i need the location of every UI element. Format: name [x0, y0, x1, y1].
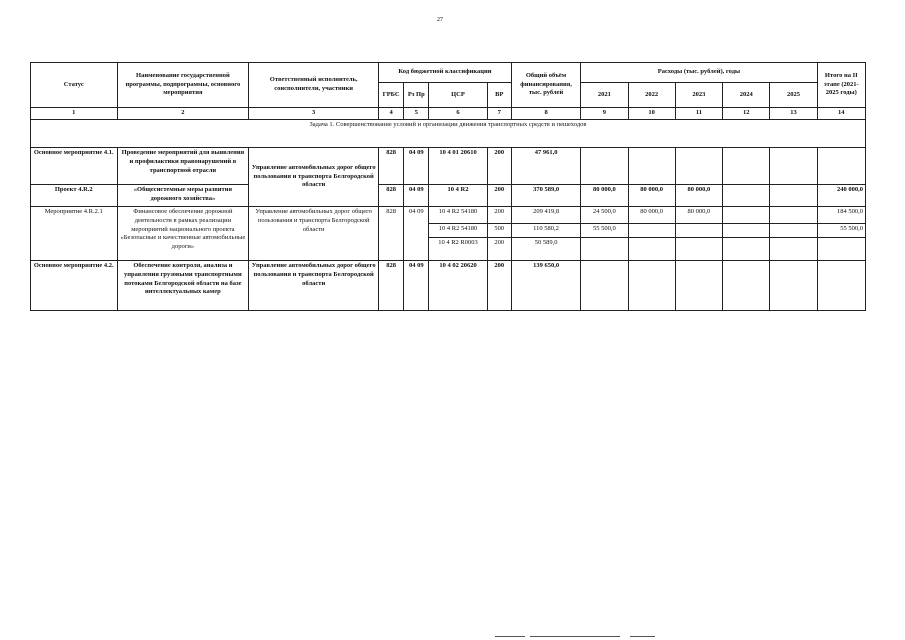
- row-vr: 200: [487, 207, 511, 224]
- row-csr: 10 4 R2 R0003: [429, 238, 487, 261]
- row-vr: 200: [487, 148, 511, 185]
- col-stage-total-header: Итого на II этапе (2021-2025 годы): [817, 63, 865, 108]
- row-name: «Общесистемные меры развития дорожного хозяйства»: [117, 185, 249, 207]
- row-rzpr: 04 09: [404, 207, 429, 261]
- row-year-2024: [723, 224, 770, 238]
- row-year-2022: [628, 224, 675, 238]
- page-number: 27: [437, 17, 443, 23]
- column-number: 11: [675, 108, 722, 120]
- row-csr: 10 4 02 20620: [429, 261, 487, 311]
- financing-table: [30, 62, 866, 311]
- row-year-2023: [675, 224, 722, 238]
- col-expenses-header: Расходы (тыс. рублей), годы: [581, 63, 817, 83]
- row-year-2021: [581, 238, 628, 261]
- column-numbers-row: [31, 108, 866, 120]
- column-number: 7: [487, 108, 511, 120]
- row-vr: 200: [487, 185, 511, 207]
- row-year-2023: [675, 261, 722, 311]
- row-year-2025: [770, 238, 817, 261]
- row-rzpr: 04 09: [404, 148, 429, 185]
- row-total: 110 580,2: [511, 224, 580, 238]
- row-rzpr: 04 09: [404, 185, 429, 207]
- table-row: [31, 185, 866, 207]
- row-responsible: Управление автомобильных дорог общего пользования и транспорта Белгородской области: [249, 207, 379, 261]
- row-status: Мероприятие 4.R.2.1: [31, 207, 118, 261]
- col-year-header: 2024: [723, 83, 770, 108]
- row-vr: 500: [487, 224, 511, 238]
- row-year-2024: [723, 238, 770, 261]
- column-number: 12: [723, 108, 770, 120]
- row-year-2023: [675, 238, 722, 261]
- scan-line: [530, 636, 620, 637]
- table-row: [31, 148, 866, 185]
- row-total: 47 961,0: [511, 148, 580, 185]
- row-responsible: Управление автомобильных дорог общего пользования и транспорта Белгородской области: [249, 148, 379, 207]
- row-year-2024: [723, 148, 770, 185]
- row-year-2024: [723, 207, 770, 224]
- col-rzpr-header: Рз Пр: [404, 83, 429, 108]
- row-year-2025: [770, 224, 817, 238]
- row-vr: 200: [487, 261, 511, 311]
- row-year-2021: 80 000,0: [581, 185, 628, 207]
- column-number: 6: [429, 108, 487, 120]
- row-name: Обеспечение контроля, анализа и управления грузовыми транспортными потоками Белгородской области на базе интеллектуальных камер: [117, 261, 249, 311]
- column-number: 4: [379, 108, 404, 120]
- row-year-2021: [581, 261, 628, 311]
- row-vr: 200: [487, 238, 511, 261]
- column-number: 9: [581, 108, 628, 120]
- column-number: 10: [628, 108, 675, 120]
- column-number: 8: [511, 108, 580, 120]
- col-year-header: 2023: [675, 83, 722, 108]
- col-vr-header: ВР: [487, 83, 511, 108]
- table-row: [31, 261, 866, 311]
- row-csr: 10 4 01 20610: [429, 148, 487, 185]
- row-csr: 10 4 R2: [429, 185, 487, 207]
- table-row: [31, 207, 866, 224]
- scan-line: [495, 636, 525, 637]
- scan-line: [630, 636, 655, 637]
- row-grbs: 828: [379, 148, 404, 185]
- column-number: 5: [404, 108, 429, 120]
- col-year-header: 2025: [770, 83, 817, 108]
- row-year-2023: 80 000,0: [675, 207, 722, 224]
- row-responsible: Управление автомобильных дорог общего пользования и транспорта Белгородской области: [249, 261, 379, 311]
- column-number: 3: [249, 108, 379, 120]
- col-year-header: 2022: [628, 83, 675, 108]
- row-status: Проект 4.R.2: [31, 185, 118, 207]
- row-rzpr: 04 09: [404, 261, 429, 311]
- row-year-2023: 80 000,0: [675, 185, 722, 207]
- row-year-2021: 24 500,0: [581, 207, 628, 224]
- row-year-2024: [723, 261, 770, 311]
- column-number: 1: [31, 108, 118, 120]
- row-year-2022: [628, 148, 675, 185]
- row-year-2025: [770, 148, 817, 185]
- column-number: 2: [117, 108, 249, 120]
- col-budget-code-header: Код бюджетной классификации: [379, 63, 512, 83]
- row-stage-total: 184 500,0: [817, 207, 865, 224]
- row-year-2024: [723, 185, 770, 207]
- row-total: 209 419,8: [511, 207, 580, 224]
- row-status: Основное мероприятие 4.2.: [31, 261, 118, 311]
- row-total: 50 589,0: [511, 238, 580, 261]
- task-title: Задача 1. Совершенствование условий и организации движения транспортных средств и пешеходов: [31, 120, 866, 148]
- row-year-2025: [770, 261, 817, 311]
- row-grbs: 828: [379, 207, 404, 261]
- column-number: 14: [817, 108, 865, 120]
- row-total: 139 650,0: [511, 261, 580, 311]
- column-number: 13: [770, 108, 817, 120]
- row-csr: 10 4 R2 54180: [429, 207, 487, 224]
- col-grbs-header: ГРБС: [379, 83, 404, 108]
- row-stage-total: [817, 238, 865, 261]
- row-stage-total: 55 500,0: [817, 224, 865, 238]
- row-stage-total: [817, 261, 865, 311]
- row-csr: 10 4 R2 54180: [429, 224, 487, 238]
- col-status-header: Статус: [31, 63, 118, 108]
- col-name-header: Наименование государственной программы, подпрограммы, основного мероприятия: [117, 63, 249, 108]
- row-year-2025: [770, 185, 817, 207]
- row-grbs: 828: [379, 185, 404, 207]
- col-responsible-header: Ответственный исполнитель, соисполнители, участники: [249, 63, 379, 108]
- row-year-2022: 80 000,0: [628, 185, 675, 207]
- row-year-2023: [675, 148, 722, 185]
- row-year-2021: [581, 148, 628, 185]
- task-row: [31, 120, 866, 148]
- row-stage-total: 240 000,0: [817, 185, 865, 207]
- row-year-2025: [770, 207, 817, 224]
- col-csr-header: ЦСР: [429, 83, 487, 108]
- row-year-2021: 55 500,0: [581, 224, 628, 238]
- row-year-2022: 80 000,0: [628, 207, 675, 224]
- row-name: Проведение мероприятий для выявления и профилактики правонарушений в транспортной отрасли: [117, 148, 249, 185]
- row-grbs: 828: [379, 261, 404, 311]
- col-total-volume-header: Общий объём финансирования, тыс. рублей: [511, 63, 580, 108]
- row-total: 370 589,0: [511, 185, 580, 207]
- col-year-header: 2021: [581, 83, 628, 108]
- row-year-2022: [628, 238, 675, 261]
- row-status: Основное мероприятие 4.1.: [31, 148, 118, 185]
- row-year-2022: [628, 261, 675, 311]
- row-stage-total: [817, 148, 865, 185]
- row-name: Финансовое обеспечение дорожной деятельности в рамках реализации мероприятий национального проекта «Безопасные и качественные автомобильные дороги»: [117, 207, 249, 261]
